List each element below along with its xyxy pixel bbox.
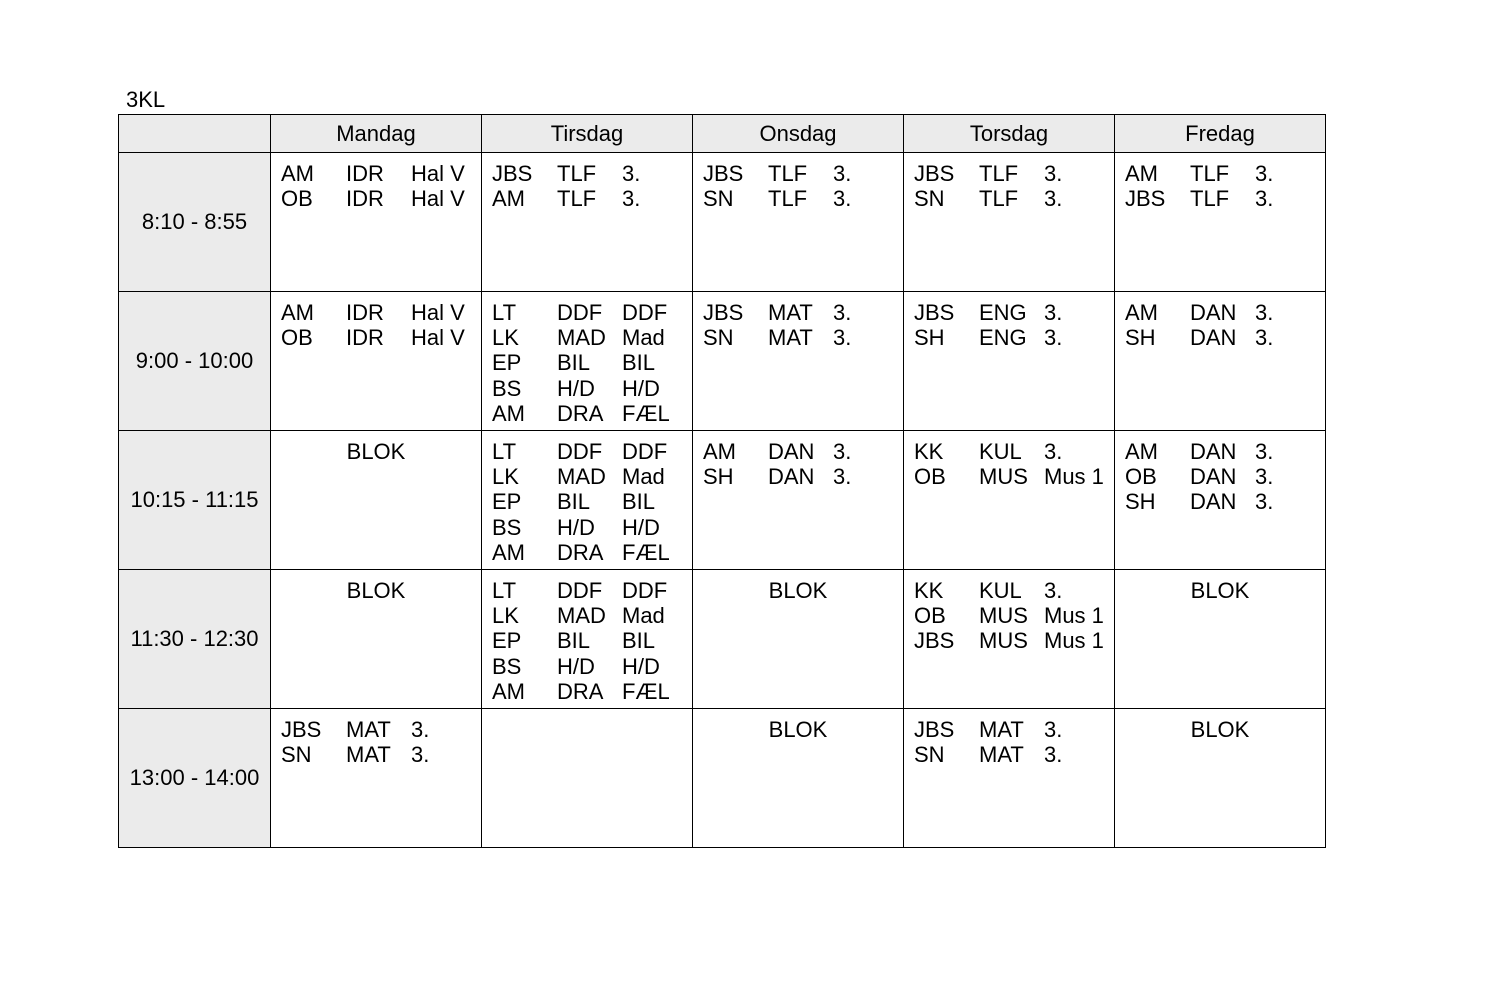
room-code: 3. bbox=[1044, 161, 1063, 186]
subject-code: H/D bbox=[557, 514, 595, 540]
room-code: 3. bbox=[833, 464, 852, 490]
teacher-code: LK bbox=[492, 464, 519, 490]
lesson-entry bbox=[1125, 161, 1325, 186]
lesson-list bbox=[482, 153, 692, 211]
lesson-entry bbox=[703, 325, 903, 350]
subject-code: MUS bbox=[979, 628, 1028, 654]
teacher-code: OB bbox=[1125, 464, 1157, 490]
teacher-code: SH bbox=[1125, 489, 1156, 515]
teacher-code: AM bbox=[1125, 161, 1158, 186]
subject-code: MAT bbox=[346, 742, 391, 768]
time-slot-label: 9:00 - 10:00 bbox=[119, 292, 271, 431]
subject-code: TLF bbox=[768, 186, 808, 212]
lesson-cell-tirsdag bbox=[482, 709, 693, 848]
subject-code: MAT bbox=[768, 325, 813, 351]
lesson-entry bbox=[914, 161, 1114, 186]
lesson-cell-mandag bbox=[271, 431, 482, 570]
teacher-code: SH bbox=[703, 464, 734, 490]
lesson-entry bbox=[914, 325, 1114, 350]
subject-code: DAN bbox=[768, 464, 815, 490]
subject-code: DDF bbox=[557, 300, 603, 325]
teacher-code: OB bbox=[914, 603, 946, 629]
room-code: H/D bbox=[622, 375, 660, 401]
subject-code: DAN bbox=[1190, 325, 1237, 351]
lesson-entry bbox=[914, 628, 1114, 653]
lesson-list bbox=[482, 570, 692, 704]
subject-code: DRA bbox=[557, 539, 604, 565]
subject-code: TLF bbox=[979, 186, 1019, 212]
teacher-code: AM bbox=[492, 186, 525, 212]
subject-code: DRA bbox=[557, 678, 604, 704]
room-code: 3. bbox=[833, 439, 852, 464]
lesson-cell-mandag bbox=[271, 153, 482, 292]
subject-code: MUS bbox=[979, 464, 1028, 490]
room-code: DDF bbox=[622, 300, 668, 325]
day-header-torsdag: Torsdag bbox=[904, 115, 1115, 153]
subject-code: BIL bbox=[557, 350, 591, 376]
lesson-entry bbox=[492, 376, 692, 401]
lesson-entry bbox=[914, 439, 1114, 464]
teacher-code: JBS bbox=[914, 161, 955, 186]
lesson-list bbox=[904, 153, 1114, 211]
subject-code: MAT bbox=[768, 300, 813, 325]
room-code: DDF bbox=[622, 578, 668, 603]
lesson-entry bbox=[1125, 489, 1325, 514]
room-code: 3. bbox=[1044, 325, 1063, 351]
subject-code: DAN bbox=[1190, 300, 1237, 325]
room-code: Mus 1 bbox=[1044, 603, 1104, 629]
lesson-entry bbox=[492, 300, 692, 325]
lesson-cell-fredag bbox=[1115, 431, 1326, 570]
lesson-entry bbox=[914, 742, 1114, 767]
lesson-list bbox=[271, 153, 481, 211]
lesson-cell-fredag bbox=[1115, 292, 1326, 431]
lesson-cell-mandag bbox=[271, 292, 482, 431]
lesson-entry bbox=[1125, 300, 1325, 325]
lesson-entry bbox=[492, 401, 692, 426]
subject-code: DRA bbox=[557, 400, 604, 426]
lesson-entry bbox=[492, 578, 692, 603]
lesson-entry bbox=[492, 679, 692, 704]
subject-code: DDF bbox=[557, 578, 603, 603]
lesson-entry bbox=[281, 300, 481, 325]
blok-label: BLOK bbox=[768, 717, 828, 742]
teacher-code: AM bbox=[281, 161, 314, 186]
subject-code: BIL bbox=[557, 489, 591, 515]
subject-code: TLF bbox=[557, 161, 597, 186]
lesson-cell-torsdag bbox=[904, 153, 1115, 292]
room-code: 3. bbox=[1255, 489, 1274, 515]
lesson-entry bbox=[492, 489, 692, 514]
lesson-entry bbox=[492, 515, 692, 540]
subject-code: ENG bbox=[979, 300, 1027, 325]
teacher-code: OB bbox=[281, 325, 313, 351]
subject-code: IDR bbox=[346, 325, 384, 351]
blok-label: BLOK bbox=[768, 578, 828, 603]
room-code: 3. bbox=[1044, 300, 1063, 325]
room-code: Mad bbox=[622, 464, 665, 490]
lesson-list bbox=[904, 570, 1114, 654]
room-code: 3. bbox=[1044, 186, 1063, 212]
subject-code: MAT bbox=[979, 717, 1024, 742]
lesson-entry bbox=[492, 325, 692, 350]
teacher-code: AM bbox=[281, 300, 314, 325]
lesson-entry bbox=[492, 540, 692, 565]
lesson-entry bbox=[1125, 186, 1325, 211]
lesson-cell-tirsdag bbox=[482, 431, 693, 570]
lesson-cell-tirsdag bbox=[482, 292, 693, 431]
teacher-code: AM bbox=[492, 539, 525, 565]
room-code: Mus 1 bbox=[1044, 628, 1104, 654]
lesson-cell-onsdag bbox=[693, 570, 904, 709]
time-slot-label: 8:10 - 8:55 bbox=[119, 153, 271, 292]
lesson-list bbox=[693, 153, 903, 211]
teacher-code: JBS bbox=[1125, 186, 1166, 212]
lesson-entry bbox=[703, 186, 903, 211]
subject-code: MAD bbox=[557, 603, 606, 629]
room-code: BIL bbox=[622, 350, 656, 376]
room-code: 3. bbox=[1255, 300, 1274, 325]
lesson-entry bbox=[914, 603, 1114, 628]
time-slot-row bbox=[119, 431, 1326, 570]
lesson-list bbox=[271, 709, 481, 767]
blok-label: BLOK bbox=[346, 439, 406, 464]
lesson-entry bbox=[492, 654, 692, 679]
teacher-code: LT bbox=[492, 439, 517, 464]
lesson-entry bbox=[703, 464, 903, 489]
teacher-code: OB bbox=[281, 186, 313, 212]
time-slot-row bbox=[119, 153, 1326, 292]
lesson-cell-onsdag bbox=[693, 709, 904, 848]
subject-code: TLF bbox=[768, 161, 808, 186]
teacher-code: LT bbox=[492, 300, 517, 325]
teacher-code: AM bbox=[1125, 439, 1158, 464]
teacher-code: SH bbox=[1125, 325, 1156, 351]
room-code: 3. bbox=[1044, 742, 1063, 768]
room-code: BIL bbox=[622, 489, 656, 515]
lesson-entry bbox=[492, 186, 692, 211]
room-code: 3. bbox=[622, 161, 641, 186]
teacher-code: OB bbox=[914, 464, 946, 490]
lesson-cell-torsdag bbox=[904, 570, 1115, 709]
lesson-cell-onsdag bbox=[693, 431, 904, 570]
lesson-list bbox=[693, 292, 903, 350]
day-header-mandag: Mandag bbox=[271, 115, 482, 153]
room-code: Hal V bbox=[411, 186, 465, 212]
day-header-tirsdag: Tirsdag bbox=[482, 115, 693, 153]
lesson-list bbox=[482, 292, 692, 426]
lesson-list bbox=[1115, 153, 1325, 211]
room-code: 3. bbox=[622, 186, 641, 212]
subject-code: DAN bbox=[1190, 464, 1237, 490]
room-code: 3. bbox=[1255, 186, 1274, 212]
teacher-code: SN bbox=[281, 742, 312, 768]
subject-code: MUS bbox=[979, 603, 1028, 629]
teacher-code: SN bbox=[914, 186, 945, 212]
subject-code: MAT bbox=[346, 717, 391, 742]
subject-code: H/D bbox=[557, 653, 595, 679]
time-slot-row bbox=[119, 709, 1326, 848]
lesson-entry bbox=[914, 578, 1114, 603]
lesson-entry bbox=[914, 717, 1114, 742]
teacher-code: LT bbox=[492, 578, 517, 603]
lesson-list bbox=[482, 709, 692, 717]
teacher-code: KK bbox=[914, 439, 944, 464]
time-slot-row bbox=[119, 570, 1326, 709]
lesson-cell-mandag bbox=[271, 709, 482, 848]
lesson-entry bbox=[281, 742, 481, 767]
lesson-entry bbox=[281, 325, 481, 350]
teacher-code: AM bbox=[703, 439, 736, 464]
teacher-code: AM bbox=[492, 678, 525, 704]
lesson-cell-mandag bbox=[271, 570, 482, 709]
lesson-list bbox=[904, 292, 1114, 350]
time-slot-label: 13:00 - 14:00 bbox=[119, 709, 271, 848]
lesson-entry bbox=[281, 161, 481, 186]
lesson-cell-onsdag bbox=[693, 153, 904, 292]
room-code: FÆL bbox=[622, 678, 670, 704]
lesson-cell-fredag bbox=[1115, 570, 1326, 709]
schedule-title: 3KL bbox=[126, 87, 166, 112]
room-code: 3. bbox=[1255, 439, 1274, 464]
lesson-list bbox=[271, 292, 481, 350]
room-code: 3. bbox=[1044, 717, 1063, 742]
teacher-code: EP bbox=[492, 628, 522, 654]
teacher-code: EP bbox=[492, 350, 522, 376]
lesson-list bbox=[1115, 292, 1325, 350]
subject-code: MAD bbox=[557, 325, 606, 351]
subject-code: MAD bbox=[557, 464, 606, 490]
room-code: 3. bbox=[411, 742, 430, 768]
room-code: H/D bbox=[622, 653, 660, 679]
lesson-entry bbox=[492, 439, 692, 464]
corner-cell bbox=[119, 115, 271, 153]
lesson-cell-tirsdag bbox=[482, 153, 693, 292]
teacher-code: JBS bbox=[914, 628, 955, 654]
time-slot-label: 11:30 - 12:30 bbox=[119, 570, 271, 709]
room-code: 3. bbox=[1255, 325, 1274, 351]
room-code: 3. bbox=[833, 300, 852, 325]
day-header-onsdag: Onsdag bbox=[693, 115, 904, 153]
subject-code: DAN bbox=[768, 439, 815, 464]
subject-code: TLF bbox=[1190, 186, 1230, 212]
teacher-code: JBS bbox=[281, 717, 322, 742]
room-code: Hal V bbox=[411, 161, 465, 186]
lesson-cell-fredag bbox=[1115, 153, 1326, 292]
lesson-entry bbox=[492, 161, 692, 186]
room-code: H/D bbox=[622, 514, 660, 540]
room-code: Mad bbox=[622, 325, 665, 351]
room-code: Mus 1 bbox=[1044, 464, 1104, 490]
subject-code: DAN bbox=[1190, 439, 1237, 464]
lesson-entry bbox=[703, 161, 903, 186]
lesson-entry bbox=[492, 628, 692, 653]
blok-label: BLOK bbox=[1190, 717, 1250, 742]
room-code: BIL bbox=[622, 628, 656, 654]
teacher-code: JBS bbox=[914, 300, 955, 325]
teacher-code: JBS bbox=[703, 300, 744, 325]
lesson-list bbox=[904, 431, 1114, 489]
teacher-code: BS bbox=[492, 653, 522, 679]
lesson-entry bbox=[492, 603, 692, 628]
subject-code: BIL bbox=[557, 628, 591, 654]
teacher-code: SN bbox=[914, 742, 945, 768]
teacher-code: SN bbox=[703, 186, 734, 212]
subject-code: IDR bbox=[346, 300, 384, 325]
subject-code: TLF bbox=[1190, 161, 1230, 186]
time-slot-label: 10:15 - 11:15 bbox=[119, 431, 271, 570]
lesson-entry bbox=[1125, 439, 1325, 464]
room-code: 3. bbox=[1255, 464, 1274, 490]
room-code: 3. bbox=[833, 161, 852, 186]
teacher-code: JBS bbox=[703, 161, 744, 186]
lesson-entry bbox=[492, 350, 692, 375]
teacher-code: SH bbox=[914, 325, 945, 351]
subject-code: IDR bbox=[346, 186, 384, 212]
teacher-code: BS bbox=[492, 375, 522, 401]
time-slot-row bbox=[119, 292, 1326, 431]
room-code: FÆL bbox=[622, 400, 670, 426]
lesson-entry bbox=[492, 464, 692, 489]
lesson-cell-torsdag bbox=[904, 292, 1115, 431]
teacher-code: LK bbox=[492, 325, 519, 351]
subject-code: TLF bbox=[557, 186, 597, 212]
blok-label: BLOK bbox=[346, 578, 406, 603]
lesson-entry bbox=[1125, 325, 1325, 350]
room-code: Hal V bbox=[411, 325, 465, 351]
room-code: 3. bbox=[833, 325, 852, 351]
timetable bbox=[118, 114, 1326, 848]
lesson-entry bbox=[703, 300, 903, 325]
lesson-entry bbox=[914, 300, 1114, 325]
room-code: DDF bbox=[622, 439, 668, 464]
room-code: FÆL bbox=[622, 539, 670, 565]
lesson-cell-torsdag bbox=[904, 709, 1115, 848]
day-header-fredag: Fredag bbox=[1115, 115, 1326, 153]
teacher-code: AM bbox=[1125, 300, 1158, 325]
subject-code: KUL bbox=[979, 439, 1022, 464]
subject-code: DDF bbox=[557, 439, 603, 464]
room-code: 3. bbox=[1255, 161, 1274, 186]
room-code: 3. bbox=[411, 717, 430, 742]
lesson-entry bbox=[914, 464, 1114, 489]
teacher-code: JBS bbox=[492, 161, 533, 186]
teacher-code: EP bbox=[492, 489, 522, 515]
room-code: 3. bbox=[833, 186, 852, 212]
room-code: Hal V bbox=[411, 300, 465, 325]
lesson-cell-torsdag bbox=[904, 431, 1115, 570]
teacher-code: LK bbox=[492, 603, 519, 629]
lesson-list bbox=[693, 431, 903, 489]
day-header-row bbox=[119, 115, 1326, 153]
blok-label: BLOK bbox=[1190, 578, 1250, 603]
subject-code: ENG bbox=[979, 325, 1027, 351]
subject-code: TLF bbox=[979, 161, 1019, 186]
lesson-cell-fredag bbox=[1115, 709, 1326, 848]
room-code: 3. bbox=[1044, 439, 1063, 464]
room-code: 3. bbox=[1044, 578, 1063, 603]
teacher-code: AM bbox=[492, 400, 525, 426]
lesson-list bbox=[904, 709, 1114, 767]
teacher-code: JBS bbox=[914, 717, 955, 742]
lesson-entry bbox=[281, 717, 481, 742]
lesson-entry bbox=[914, 186, 1114, 211]
teacher-code: BS bbox=[492, 514, 522, 540]
lesson-list bbox=[482, 431, 692, 565]
lesson-entry bbox=[703, 439, 903, 464]
subject-code: H/D bbox=[557, 375, 595, 401]
lesson-entry bbox=[1125, 464, 1325, 489]
teacher-code: SN bbox=[703, 325, 734, 351]
room-code: Mad bbox=[622, 603, 665, 629]
lesson-cell-onsdag bbox=[693, 292, 904, 431]
teacher-code: KK bbox=[914, 578, 944, 603]
subject-code: MAT bbox=[979, 742, 1024, 768]
subject-code: KUL bbox=[979, 578, 1022, 603]
lesson-list bbox=[1115, 431, 1325, 515]
subject-code: DAN bbox=[1190, 489, 1237, 515]
lesson-entry bbox=[281, 186, 481, 211]
lesson-cell-tirsdag bbox=[482, 570, 693, 709]
subject-code: IDR bbox=[346, 161, 384, 186]
timetable-body bbox=[119, 153, 1326, 848]
